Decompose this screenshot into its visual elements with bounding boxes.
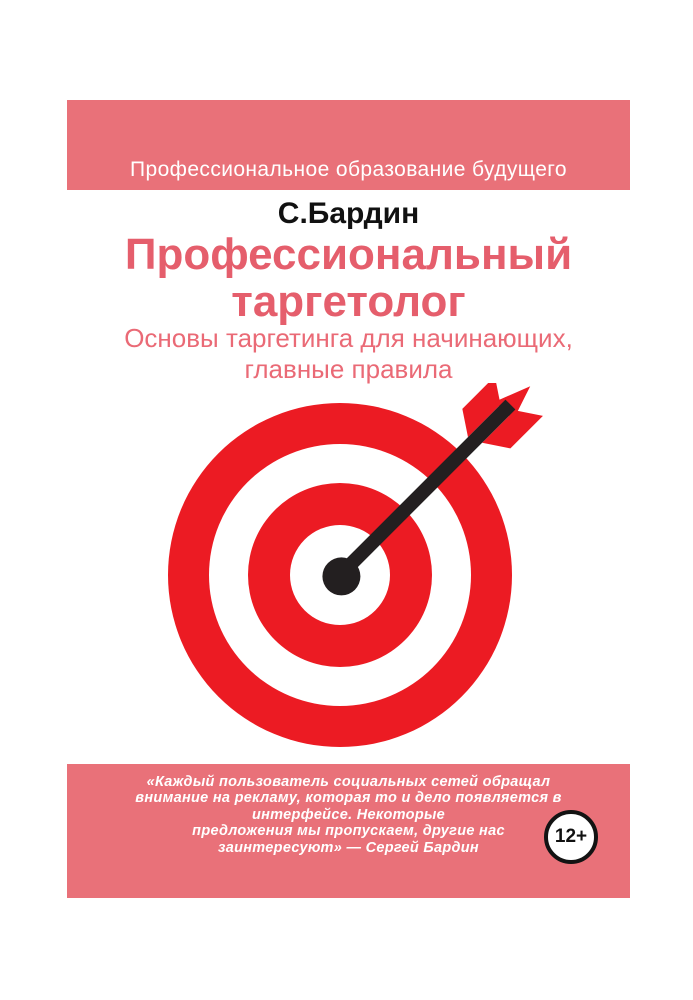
quote-banner: [67, 764, 630, 898]
author-name: С.Бардин: [277, 197, 420, 230]
target-dart-icon: [140, 383, 570, 763]
quote-line: «Каждый пользователь социальных сетей обращал: [146, 774, 551, 790]
quote-line: интерфейсе. Некоторые: [251, 806, 446, 823]
series-title: Профессиональное образование будущего: [130, 157, 567, 181]
quote-line: предложения мы пропускаем, другие нас: [192, 823, 505, 840]
age-rating-badge: [544, 810, 598, 864]
age-rating-label: 12+: [554, 826, 588, 847]
quote-line: внимание на рекламу, которая то и дело появляется в: [135, 790, 562, 807]
book-subtitle: Основы таргетинга для начинающих, главные правила: [124, 323, 573, 384]
quote-line: заинтересуют» — Сергей Бардин: [218, 839, 479, 856]
book-title: Профессиональный таргетолог: [124, 230, 573, 326]
series-banner: [67, 100, 630, 190]
